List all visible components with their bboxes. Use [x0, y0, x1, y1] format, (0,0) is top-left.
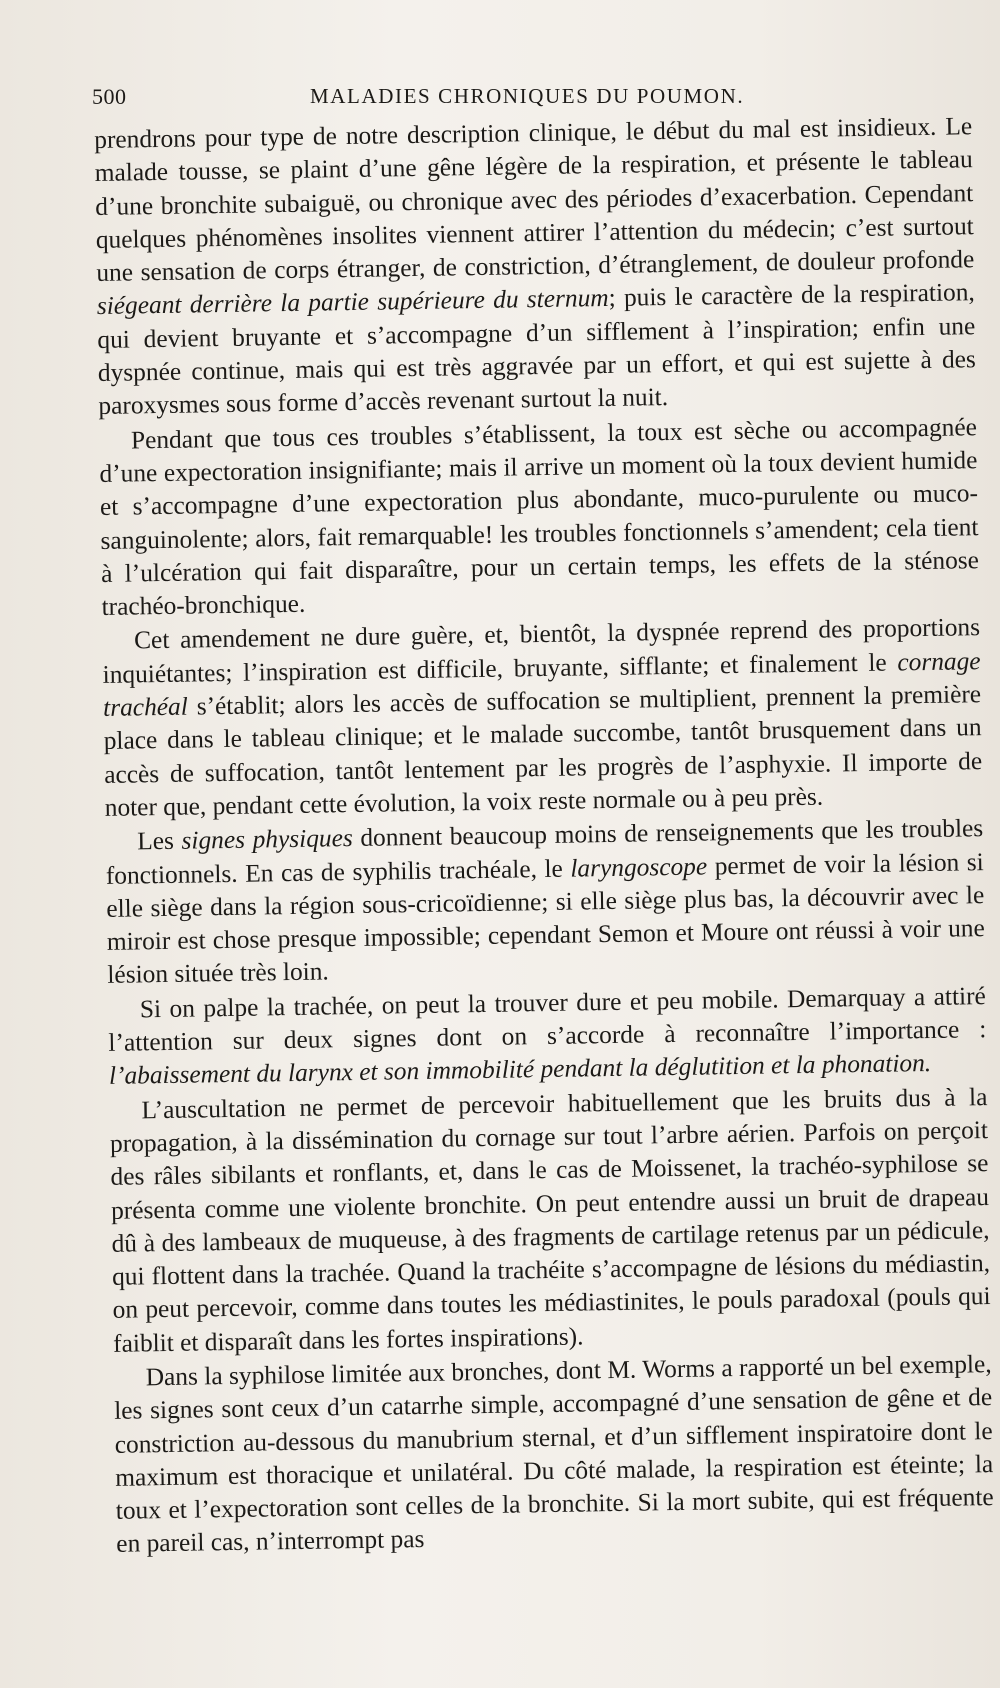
- page-number: 500: [92, 84, 127, 109]
- paragraph: [109, 1081, 991, 1361]
- paragraph: [105, 812, 986, 992]
- italic-text: l’abaissement du larynx et son immobilité pendant la déglutition et la phonation.: [108, 1049, 932, 1091]
- paragraph: [94, 110, 977, 423]
- paragraph: [113, 1348, 994, 1562]
- text-run: ; puis le caractère de la respiration, qui devient bruyante et s’accompagne d’un sifflement à l’inspiration; enfin une dyspnée continue, mais qui est très aggravée par un effort, et qui est sujette à des paroxysmes sous forme d’accès revenant surtout la nuit.: [97, 278, 977, 421]
- running-title: MALADIES CHRONIQUES DU POUMON.: [310, 84, 745, 108]
- text-run: donnent beaucoup moins de renseignements que les troubles fonctionnels. En cas de syphilis trachéale, le: [105, 814, 984, 890]
- text-run: Dans la syphilose limitée aux bronches, dont M. Worms a rapporté un bel exemple, les signes sont ceux d’un catarrhe simple, accompagné d’une sensation de gêne et de constriction au-dessous du manubrium sternal, et d’un sifflement inspiratoire dont le maximum est thoracique et unilatéral. Du côté malade, la respiration est éteinte; la toux et l’expectoration sont celles de la bronchite. Si la mort subite, qui est fréquente en pareil cas, n’interrompt pas: [113, 1350, 994, 1559]
- paragraph: [108, 980, 987, 1094]
- italic-text: signes physiques: [181, 824, 353, 855]
- italic-text: cornage trachéal: [102, 646, 981, 722]
- italic-text: laryngoscope: [570, 851, 708, 883]
- paragraph: [99, 411, 980, 625]
- text-run: prendrons pour type de notre description clinique, le début du mal est insidieux. Le malade tousse, se plaint d’une gêne légère de la respiration, et présente le tableau d’une bronchite subaiguë, ou chronique avec des périodes d’exacerbation. Cependant quelques phénomènes insolites viennent attirer l’attention du médecin; c’est surtout une sensation de corps étranger, de constriction, d’étranglement, de douleur profonde: [94, 112, 975, 288]
- text-run: Pendant que tous ces troubles s’établissent, la toux est sèche ou accompagnée d’une expectoration insignifiante; mais il arrive un moment où la toux devient humide et s’accompagne d’une expectoration plus abondante, muco-purulente ou muco-sanguinolente; alors, fait remarquable! les troubles fonctionnels s’amendent; cela tient à l’ulcération qui fait disparaître, pour un certain temps, les effets de la sténose trachéo-bronchique.: [99, 412, 980, 622]
- text-run: permet de voir la lésion si elle siège dans la région sous-cricoïdienne; si elle siège plus bas, la découvrir avec le miroir est chose presque impossible; cependant Semon et Moure ont réussi à voir une lésion située très loin.: [106, 847, 985, 990]
- text-run: s’établit; alors les accès de suffocation se multiplient, prennent la première place dans le tableau clinique; et le malade succombe, tantôt brusquement dans un accès de suffocation, tantôt lentement par les progrès de l’asphyxie. Il importe de noter que, pendant cette évolution, la voix reste normale ou à peu près.: [103, 680, 983, 822]
- body-text: [94, 110, 994, 1561]
- paragraph: [102, 612, 983, 826]
- text-run: Cet amendement ne dure guère, et, bientôt, la dyspnée reprend des proportions inquiétantes; l’inspiration est difficile, bruyante, sifflante; et finalement le: [102, 613, 981, 689]
- text-run: Les: [137, 826, 182, 856]
- italic-text: siégeant derrière la partie supérieure du sternum: [96, 284, 609, 321]
- text-run: Si on palpe la trachée, on peut la trouver dure et peu mobile. Demarquay a attiré l’attention sur deux signes dont on s’accorde à reconnaître l’importance :: [108, 981, 987, 1057]
- text-run: L’auscultation ne permet de percevoir habituellement que les bruits dus à la propagation, à la dissémination du cornage sur tout l’arbre aérien. Parfois on perçoit des râles sibilants et ronflants, et, dans le cas de Moissenet, la trachéo-syphilose se présenta comme une violente bronchite. On peut entendre aussi un bruit de drapeau dû à des lambeaux de muqueuse, à des fragments de cartilage retenus par un pédicule, qui flottent dans la trachée. Quand la trachéite s’accompagne de lésions du médiastin, on peut percevoir, comme dans toutes les médiastinites, le pouls paradoxal (pouls qui faiblit et disparaît dans les fortes inspirations).: [109, 1082, 991, 1358]
